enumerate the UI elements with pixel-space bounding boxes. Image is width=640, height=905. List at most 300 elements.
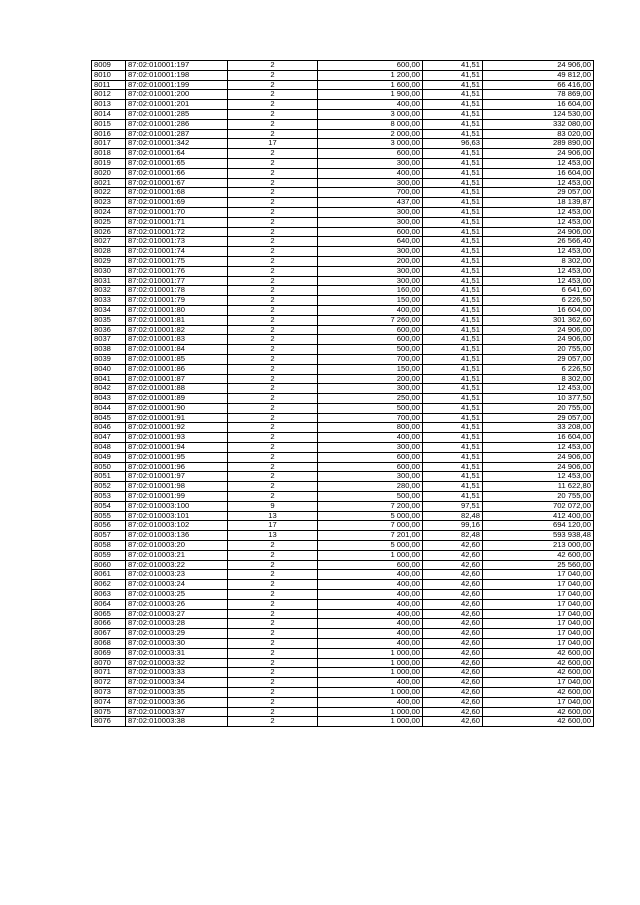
- row-number-cell: 8046: [92, 423, 126, 433]
- value-cell: 33 208,00: [483, 423, 594, 433]
- group-cell: 2: [228, 668, 318, 678]
- table-row: [92, 678, 594, 688]
- cadastral-number-cell: 87:02:010001:73: [126, 237, 228, 247]
- area-cell: 1 000,00: [318, 550, 423, 560]
- group-cell: 2: [228, 149, 318, 159]
- area-cell: 700,00: [318, 188, 423, 198]
- table-body: [92, 61, 594, 727]
- group-cell: 2: [228, 168, 318, 178]
- value-cell: 16 604,00: [483, 100, 594, 110]
- rate-cell: 96,63: [423, 139, 483, 149]
- area-cell: 160,00: [318, 286, 423, 296]
- area-cell: 400,00: [318, 100, 423, 110]
- table-row: [92, 158, 594, 168]
- area-cell: 1 000,00: [318, 668, 423, 678]
- cadastral-number-cell: 87:02:010001:97: [126, 472, 228, 482]
- table-row: [92, 256, 594, 266]
- row-number-cell: 8036: [92, 325, 126, 335]
- cadastral-number-cell: 87:02:010001:92: [126, 423, 228, 433]
- group-cell: 17: [228, 139, 318, 149]
- cadastral-number-cell: 87:02:010001:72: [126, 227, 228, 237]
- table-row: [92, 61, 594, 71]
- group-cell: 2: [228, 452, 318, 462]
- value-cell: 83 020,00: [483, 129, 594, 139]
- rate-cell: 97,51: [423, 501, 483, 511]
- group-cell: 17: [228, 521, 318, 531]
- group-cell: 2: [228, 109, 318, 119]
- table-row: [92, 403, 594, 413]
- table-row: [92, 217, 594, 227]
- group-cell: 2: [228, 286, 318, 296]
- table-row: [92, 345, 594, 355]
- table-row: [92, 168, 594, 178]
- table-row: [92, 178, 594, 188]
- area-cell: 300,00: [318, 158, 423, 168]
- cadastral-number-cell: 87:02:010001:95: [126, 452, 228, 462]
- row-number-cell: 8022: [92, 188, 126, 198]
- rate-cell: 41,51: [423, 452, 483, 462]
- row-number-cell: 8033: [92, 296, 126, 306]
- table-row: [92, 472, 594, 482]
- cadastral-number-cell: 87:02:010003:35: [126, 688, 228, 698]
- row-number-cell: 8038: [92, 345, 126, 355]
- area-cell: 300,00: [318, 443, 423, 453]
- rate-cell: 82,48: [423, 511, 483, 521]
- group-cell: 2: [228, 658, 318, 668]
- table-row: [92, 305, 594, 315]
- row-number-cell: 8011: [92, 80, 126, 90]
- table-row: [92, 639, 594, 649]
- cadastral-number-cell: 87:02:010003:33: [126, 668, 228, 678]
- row-number-cell: 8071: [92, 668, 126, 678]
- rate-cell: 41,51: [423, 178, 483, 188]
- rate-cell: 41,51: [423, 256, 483, 266]
- area-cell: 500,00: [318, 492, 423, 502]
- cadastral-number-cell: 87:02:010001:90: [126, 403, 228, 413]
- cadastral-number-cell: 87:02:010001:89: [126, 394, 228, 404]
- rate-cell: 82,48: [423, 531, 483, 541]
- group-cell: 2: [228, 443, 318, 453]
- row-number-cell: 8056: [92, 521, 126, 531]
- group-cell: 2: [228, 707, 318, 717]
- row-number-cell: 8073: [92, 688, 126, 698]
- area-cell: 400,00: [318, 639, 423, 649]
- area-cell: 600,00: [318, 452, 423, 462]
- group-cell: 2: [228, 550, 318, 560]
- rate-cell: 41,51: [423, 149, 483, 159]
- group-cell: 2: [228, 717, 318, 727]
- rate-cell: 42,60: [423, 570, 483, 580]
- area-cell: 300,00: [318, 178, 423, 188]
- value-cell: 301 362,60: [483, 315, 594, 325]
- cadastral-number-cell: 87:02:010003:102: [126, 521, 228, 531]
- area-cell: 7 000,00: [318, 521, 423, 531]
- cadastral-number-cell: 87:02:010001:82: [126, 325, 228, 335]
- area-cell: 400,00: [318, 599, 423, 609]
- document-page: [91, 60, 594, 727]
- cadastral-number-cell: 87:02:010001:68: [126, 188, 228, 198]
- rate-cell: 42,60: [423, 658, 483, 668]
- cadastral-number-cell: 87:02:010001:65: [126, 158, 228, 168]
- row-number-cell: 8040: [92, 364, 126, 374]
- table-row: [92, 207, 594, 217]
- value-cell: 10 377,50: [483, 394, 594, 404]
- area-cell: 3 000,00: [318, 109, 423, 119]
- value-cell: 12 453,00: [483, 158, 594, 168]
- group-cell: 2: [228, 394, 318, 404]
- row-number-cell: 8055: [92, 511, 126, 521]
- area-cell: 300,00: [318, 266, 423, 276]
- value-cell: 18 139,87: [483, 198, 594, 208]
- cadastral-number-cell: 87:02:010001:285: [126, 109, 228, 119]
- area-cell: 400,00: [318, 590, 423, 600]
- row-number-cell: 8053: [92, 492, 126, 502]
- area-cell: 5 000,00: [318, 511, 423, 521]
- table-row: [92, 697, 594, 707]
- group-cell: 2: [228, 609, 318, 619]
- row-number-cell: 8068: [92, 639, 126, 649]
- cadastral-number-cell: 87:02:010003:36: [126, 697, 228, 707]
- table-row: [92, 452, 594, 462]
- cadastral-number-cell: 87:02:010001:94: [126, 443, 228, 453]
- group-cell: 2: [228, 227, 318, 237]
- value-cell: 12 453,00: [483, 443, 594, 453]
- rate-cell: 41,51: [423, 129, 483, 139]
- rate-cell: 41,51: [423, 70, 483, 80]
- rate-cell: 42,60: [423, 609, 483, 619]
- rate-cell: 41,51: [423, 384, 483, 394]
- area-cell: 700,00: [318, 354, 423, 364]
- table-row: [92, 492, 594, 502]
- value-cell: 42 600,00: [483, 648, 594, 658]
- group-cell: 2: [228, 247, 318, 257]
- group-cell: 2: [228, 129, 318, 139]
- cadastral-number-cell: 87:02:010003:37: [126, 707, 228, 717]
- value-cell: 24 906,00: [483, 335, 594, 345]
- area-cell: 8 000,00: [318, 119, 423, 129]
- group-cell: 2: [228, 580, 318, 590]
- row-number-cell: 8037: [92, 335, 126, 345]
- value-cell: 29 057,00: [483, 354, 594, 364]
- value-cell: 412 400,00: [483, 511, 594, 521]
- group-cell: 2: [228, 590, 318, 600]
- row-number-cell: 8015: [92, 119, 126, 129]
- table-row: [92, 100, 594, 110]
- area-cell: 250,00: [318, 394, 423, 404]
- rate-cell: 42,60: [423, 550, 483, 560]
- rate-cell: 42,60: [423, 717, 483, 727]
- group-cell: 2: [228, 570, 318, 580]
- row-number-cell: 8039: [92, 354, 126, 364]
- table-row: [92, 668, 594, 678]
- value-cell: 17 040,00: [483, 609, 594, 619]
- table-row: [92, 129, 594, 139]
- table-row: [92, 599, 594, 609]
- area-cell: 400,00: [318, 433, 423, 443]
- table-row: [92, 374, 594, 384]
- group-cell: 2: [228, 619, 318, 629]
- cadastral-number-cell: 87:02:010001:64: [126, 149, 228, 159]
- value-cell: 17 040,00: [483, 697, 594, 707]
- cadastral-number-cell: 87:02:010003:26: [126, 599, 228, 609]
- value-cell: 17 040,00: [483, 619, 594, 629]
- row-number-cell: 8066: [92, 619, 126, 629]
- cadastral-number-cell: 87:02:010003:101: [126, 511, 228, 521]
- area-cell: 3 000,00: [318, 139, 423, 149]
- value-cell: 12 453,00: [483, 217, 594, 227]
- rate-cell: 41,51: [423, 198, 483, 208]
- table-row: [92, 658, 594, 668]
- table-row: [92, 570, 594, 580]
- rate-cell: 41,51: [423, 247, 483, 257]
- value-cell: 593 938,48: [483, 531, 594, 541]
- row-number-cell: 8009: [92, 61, 126, 71]
- row-number-cell: 8018: [92, 149, 126, 159]
- cadastral-number-cell: 87:02:010003:23: [126, 570, 228, 580]
- cadastral-number-cell: 87:02:010003:28: [126, 619, 228, 629]
- rate-cell: 41,51: [423, 325, 483, 335]
- table-row: [92, 707, 594, 717]
- row-number-cell: 8058: [92, 541, 126, 551]
- group-cell: 2: [228, 433, 318, 443]
- area-cell: 200,00: [318, 256, 423, 266]
- group-cell: 2: [228, 482, 318, 492]
- table-row: [92, 482, 594, 492]
- area-cell: 1 000,00: [318, 707, 423, 717]
- group-cell: 2: [228, 639, 318, 649]
- area-cell: 5 000,00: [318, 541, 423, 551]
- table-row: [92, 149, 594, 159]
- value-cell: 12 453,00: [483, 247, 594, 257]
- row-number-cell: 8050: [92, 462, 126, 472]
- value-cell: 124 530,00: [483, 109, 594, 119]
- group-cell: 2: [228, 384, 318, 394]
- rate-cell: 42,60: [423, 629, 483, 639]
- rate-cell: 41,51: [423, 354, 483, 364]
- row-number-cell: 8012: [92, 90, 126, 100]
- group-cell: 2: [228, 70, 318, 80]
- rate-cell: 41,51: [423, 296, 483, 306]
- group-cell: 2: [228, 90, 318, 100]
- rate-cell: 41,51: [423, 286, 483, 296]
- rate-cell: 42,60: [423, 648, 483, 658]
- cadastral-number-cell: 87:02:010001:84: [126, 345, 228, 355]
- rate-cell: 42,60: [423, 678, 483, 688]
- area-cell: 400,00: [318, 629, 423, 639]
- table-row: [92, 364, 594, 374]
- group-cell: 2: [228, 462, 318, 472]
- row-number-cell: 8010: [92, 70, 126, 80]
- table-row: [92, 550, 594, 560]
- value-cell: 42 600,00: [483, 658, 594, 668]
- value-cell: 17 040,00: [483, 639, 594, 649]
- cadastral-number-cell: 87:02:010001:80: [126, 305, 228, 315]
- value-cell: 694 120,00: [483, 521, 594, 531]
- table-row: [92, 139, 594, 149]
- rate-cell: 41,51: [423, 100, 483, 110]
- table-row: [92, 511, 594, 521]
- cadastral-number-cell: 87:02:010001:286: [126, 119, 228, 129]
- area-cell: 400,00: [318, 609, 423, 619]
- group-cell: 2: [228, 648, 318, 658]
- area-cell: 800,00: [318, 423, 423, 433]
- table-row: [92, 501, 594, 511]
- value-cell: 29 057,00: [483, 413, 594, 423]
- row-number-cell: 8044: [92, 403, 126, 413]
- group-cell: 2: [228, 413, 318, 423]
- rate-cell: 41,51: [423, 119, 483, 129]
- row-number-cell: 8025: [92, 217, 126, 227]
- group-cell: 2: [228, 119, 318, 129]
- area-cell: 300,00: [318, 247, 423, 257]
- cadastral-number-cell: 87:02:010001:81: [126, 315, 228, 325]
- cadastral-number-cell: 87:02:010001:198: [126, 70, 228, 80]
- table-row: [92, 648, 594, 658]
- value-cell: 12 453,00: [483, 266, 594, 276]
- rate-cell: 41,51: [423, 492, 483, 502]
- value-cell: 11 622,80: [483, 482, 594, 492]
- table-row: [92, 227, 594, 237]
- table-row: [92, 315, 594, 325]
- area-cell: 1 000,00: [318, 648, 423, 658]
- value-cell: 289 890,00: [483, 139, 594, 149]
- cadastral-number-cell: 87:02:010001:69: [126, 198, 228, 208]
- row-number-cell: 8045: [92, 413, 126, 423]
- group-cell: 2: [228, 296, 318, 306]
- area-cell: 300,00: [318, 217, 423, 227]
- row-number-cell: 8030: [92, 266, 126, 276]
- cadastral-number-cell: 87:02:010001:66: [126, 168, 228, 178]
- table-row: [92, 80, 594, 90]
- group-cell: 9: [228, 501, 318, 511]
- group-cell: 2: [228, 492, 318, 502]
- rate-cell: 41,51: [423, 266, 483, 276]
- cadastral-number-cell: 87:02:010001:87: [126, 374, 228, 384]
- row-number-cell: 8020: [92, 168, 126, 178]
- rate-cell: 41,51: [423, 158, 483, 168]
- table-row: [92, 335, 594, 345]
- cadastral-number-cell: 87:02:010003:34: [126, 678, 228, 688]
- row-number-cell: 8067: [92, 629, 126, 639]
- value-cell: 24 906,00: [483, 325, 594, 335]
- cadastral-number-cell: 87:02:010001:98: [126, 482, 228, 492]
- value-cell: 24 906,00: [483, 227, 594, 237]
- cadastral-number-cell: 87:02:010003:32: [126, 658, 228, 668]
- table-row: [92, 619, 594, 629]
- cadastral-number-cell: 87:02:010001:96: [126, 462, 228, 472]
- rate-cell: 41,51: [423, 237, 483, 247]
- value-cell: 12 453,00: [483, 384, 594, 394]
- table-row: [92, 521, 594, 531]
- group-cell: 2: [228, 423, 318, 433]
- table-row: [92, 423, 594, 433]
- row-number-cell: 8064: [92, 599, 126, 609]
- cadastral-number-cell: 87:02:010001:75: [126, 256, 228, 266]
- table-row: [92, 433, 594, 443]
- value-cell: 42 600,00: [483, 707, 594, 717]
- area-cell: 7 200,00: [318, 501, 423, 511]
- cadastral-number-cell: 87:02:010001:71: [126, 217, 228, 227]
- group-cell: 2: [228, 629, 318, 639]
- cadastral-number-cell: 87:02:010003:30: [126, 639, 228, 649]
- area-cell: 150,00: [318, 364, 423, 374]
- row-number-cell: 8054: [92, 501, 126, 511]
- cadastral-number-cell: 87:02:010001:199: [126, 80, 228, 90]
- value-cell: 20 755,00: [483, 345, 594, 355]
- group-cell: 2: [228, 472, 318, 482]
- row-number-cell: 8076: [92, 717, 126, 727]
- value-cell: 17 040,00: [483, 580, 594, 590]
- area-cell: 300,00: [318, 207, 423, 217]
- area-cell: 280,00: [318, 482, 423, 492]
- value-cell: 24 906,00: [483, 149, 594, 159]
- table-row: [92, 296, 594, 306]
- cadastral-number-cell: 87:02:010003:24: [126, 580, 228, 590]
- cadastral-number-cell: 87:02:010001:67: [126, 178, 228, 188]
- value-cell: 26 566,40: [483, 237, 594, 247]
- value-cell: 42 600,00: [483, 717, 594, 727]
- table-row: [92, 560, 594, 570]
- cadastral-number-cell: 87:02:010003:100: [126, 501, 228, 511]
- value-cell: 24 906,00: [483, 61, 594, 71]
- rate-cell: 41,51: [423, 472, 483, 482]
- group-cell: 2: [228, 217, 318, 227]
- rate-cell: 99,16: [423, 521, 483, 531]
- row-number-cell: 8059: [92, 550, 126, 560]
- row-number-cell: 8031: [92, 276, 126, 286]
- value-cell: 49 812,00: [483, 70, 594, 80]
- area-cell: 300,00: [318, 276, 423, 286]
- value-cell: 42 600,00: [483, 688, 594, 698]
- cadastral-number-cell: 87:02:010003:38: [126, 717, 228, 727]
- rate-cell: 42,60: [423, 541, 483, 551]
- rate-cell: 42,60: [423, 619, 483, 629]
- value-cell: 16 604,00: [483, 305, 594, 315]
- area-cell: 600,00: [318, 61, 423, 71]
- table-row: [92, 413, 594, 423]
- rate-cell: 41,51: [423, 276, 483, 286]
- group-cell: 2: [228, 560, 318, 570]
- group-cell: 2: [228, 325, 318, 335]
- row-number-cell: 8047: [92, 433, 126, 443]
- group-cell: 2: [228, 688, 318, 698]
- table-row: [92, 119, 594, 129]
- rate-cell: 41,51: [423, 364, 483, 374]
- value-cell: 8 302,00: [483, 374, 594, 384]
- cadastral-number-cell: 87:02:010001:70: [126, 207, 228, 217]
- row-number-cell: 8021: [92, 178, 126, 188]
- table-row: [92, 609, 594, 619]
- cadastral-number-cell: 87:02:010001:74: [126, 247, 228, 257]
- group-cell: 2: [228, 61, 318, 71]
- row-number-cell: 8051: [92, 472, 126, 482]
- rate-cell: 41,51: [423, 305, 483, 315]
- group-cell: 2: [228, 541, 318, 551]
- rate-cell: 41,51: [423, 227, 483, 237]
- rate-cell: 42,60: [423, 599, 483, 609]
- group-cell: 2: [228, 335, 318, 345]
- rate-cell: 41,51: [423, 413, 483, 423]
- rate-cell: 41,51: [423, 90, 483, 100]
- row-number-cell: 8042: [92, 384, 126, 394]
- group-cell: 2: [228, 80, 318, 90]
- group-cell: 2: [228, 178, 318, 188]
- row-number-cell: 8052: [92, 482, 126, 492]
- area-cell: 600,00: [318, 560, 423, 570]
- row-number-cell: 8063: [92, 590, 126, 600]
- value-cell: 24 906,00: [483, 452, 594, 462]
- table-row: [92, 580, 594, 590]
